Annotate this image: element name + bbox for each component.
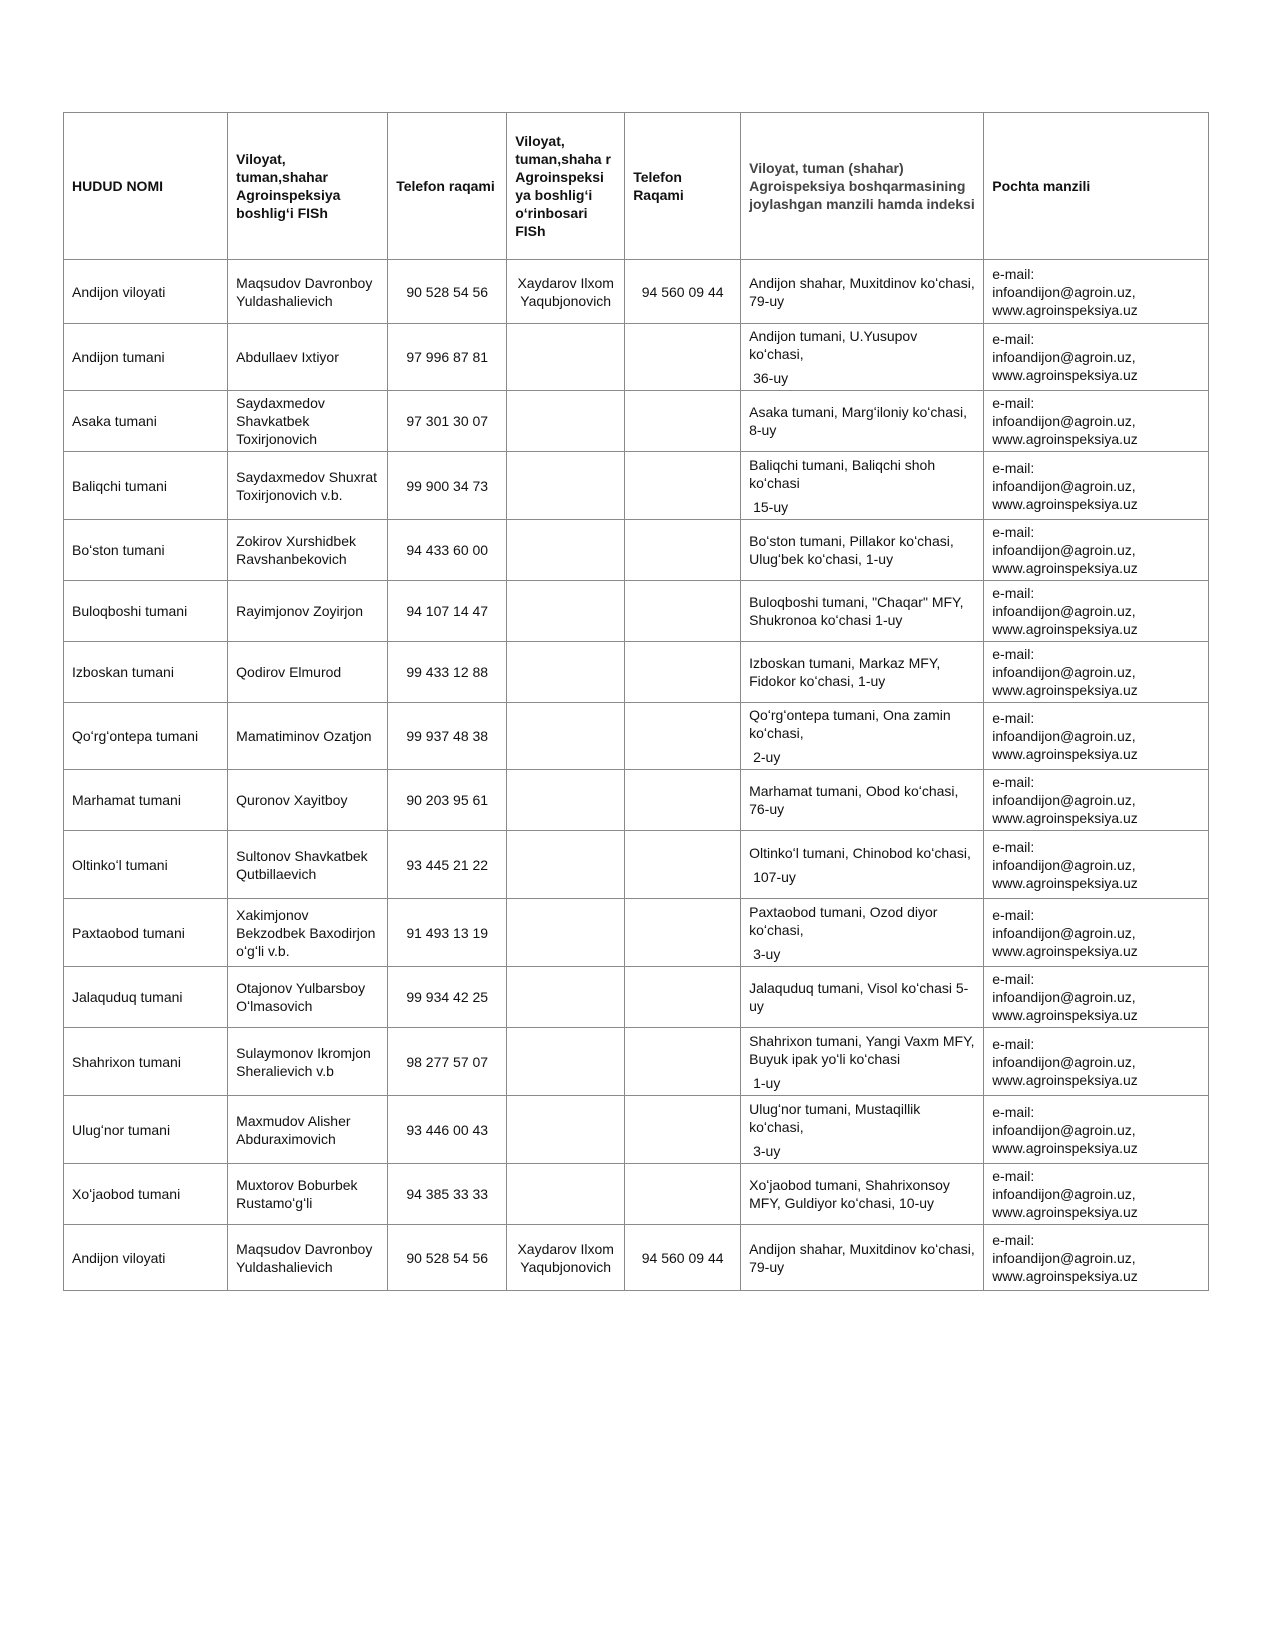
deputy-phone-cell [625,899,741,967]
address-cell [741,391,984,452]
header-head-name: Viloyat, tuman,shahar Agroinspeksiya boshligʻi FISh [228,113,388,260]
website-link[interactable]: www.agroinspeksiya.uz [992,621,1138,637]
region-name-cell: Oltinkoʻl tumani [64,831,228,899]
mail-label: e-mail: [992,710,1035,726]
mail-cell [984,967,1209,1028]
mail-cell [984,391,1209,452]
header-region-name: HUDUD NOMI [64,113,228,260]
address-cell [741,831,984,899]
website-link[interactable]: www.agroinspeksiya.uz [992,1139,1138,1156]
mail-label: e-mail: [992,1168,1035,1184]
table-row [64,967,1209,1028]
address-cell [741,1225,984,1291]
region-name-cell: Asaka tumani [64,391,228,452]
head-name-cell: Otajonov Yulbarsboy Oʻlmasovich [228,967,388,1028]
website-link[interactable]: www.agroinspeksiya.uz [992,874,1138,891]
phone-cell: 94 385 33 33 [388,1164,507,1225]
head-name-cell: Sulaymonov Ikromjon Sheralievich v.b [228,1028,388,1096]
phone-cell: 90 528 54 56 [388,1225,507,1291]
address-text: Ulugʻnor tumani, Mustaqillik koʻchasi, [749,1100,921,1135]
table-row [64,260,1209,324]
table-row [64,1225,1209,1291]
address-cell [741,1028,984,1096]
mail-cell [984,1164,1209,1225]
table-row [64,520,1209,581]
mail-cell [984,770,1209,831]
address-text: Qoʻrgʻontepa tumani, Ona zamin koʻchasi, [749,707,951,741]
table-row [64,452,1209,520]
deputy-name-cell [507,899,625,967]
deputy-name-cell [507,770,625,831]
table-row [64,770,1209,831]
region-name-cell: Izboskan tumani [64,642,228,703]
deputy-name-cell [507,1096,625,1164]
mail-cell [984,324,1209,391]
deputy-phone-cell: 94 560 09 44 [625,1225,741,1291]
email-link[interactable]: infoandijon@agroin.uz, [992,728,1136,744]
address-cell [741,899,984,967]
head-name-cell: Abdullaev Ixtiyor [228,324,388,391]
email-link[interactable]: infoandijon@agroin.uz, [992,856,1136,873]
table-row [64,1164,1209,1225]
address-house-number: 36-uy [753,370,789,386]
region-name-cell: Andijon viloyati [64,1225,228,1291]
email-link[interactable]: infoandijon@agroin.uz, [992,1053,1136,1070]
region-name-cell: Paxtaobod tumani [64,899,228,967]
email-link[interactable]: infoandijon@agroin.uz, [992,1121,1136,1138]
address-text: Paxtaobod tumani, Ozod diyor koʻchasi, [749,903,938,938]
mail-label: e-mail: [992,971,1035,987]
address-house-number: 107-uy [753,868,796,885]
deputy-phone-cell [625,642,741,703]
mail-cell [984,520,1209,581]
website-link[interactable]: www.agroinspeksiya.uz [992,942,1138,959]
deputy-name-cell: Xaydarov Ilxom Yaqubjonovich [507,260,625,324]
table-header-row [64,113,1209,260]
table-row [64,581,1209,642]
address-cell [741,703,984,770]
region-name-cell: Boʻston tumani [64,520,228,581]
website-link[interactable]: www.agroinspeksiya.uz [992,1267,1138,1284]
address-cell [741,770,984,831]
phone-cell: 91 493 13 19 [388,899,507,967]
deputy-phone-cell [625,967,741,1028]
deputy-phone-cell [625,1164,741,1225]
table-row [64,324,1209,391]
mail-label: e-mail: [992,1035,1035,1052]
head-name-cell: Qodirov Elmurod [228,642,388,703]
header-mail: Pochta manzili [984,113,1209,260]
deputy-name-cell [507,967,625,1028]
table-row [64,1028,1209,1096]
table-row [64,1096,1209,1164]
deputy-name-cell: Xaydarov Ilxom Yaqubjonovich [507,1225,625,1291]
mail-label: e-mail: [992,838,1035,855]
region-name-cell: Andijon viloyati [64,260,228,324]
address-text: Izboskan tumani, Markaz MFY, Fidokor koʻchasi, 1-uy [749,655,941,689]
deputy-phone-cell [625,452,741,520]
email-link[interactable]: infoandijon@agroin.uz, [992,664,1136,680]
phone-cell: 97 996 87 81 [388,324,507,391]
email-link[interactable]: infoandijon@agroin.uz, [992,349,1136,365]
email-link[interactable]: infoandijon@agroin.uz, [992,283,1136,300]
table-row [64,899,1209,967]
deputy-phone-cell: 94 560 09 44 [625,260,741,324]
phone-cell: 99 900 34 73 [388,452,507,520]
table-row [64,642,1209,703]
deputy-name-cell [507,703,625,770]
mail-cell [984,260,1209,324]
mail-cell [984,703,1209,770]
address-house-number: 2-uy [753,749,781,765]
deputy-phone-cell [625,770,741,831]
region-name-cell: Ulugʻnor tumani [64,1096,228,1164]
header-address: Viloyat, tuman (shahar) Agroispeksiya boshqarmasining joylashgan manzili hamda indeksi [741,113,984,260]
deputy-name-cell [507,831,625,899]
phone-cell: 90 203 95 61 [388,770,507,831]
head-name-cell: Mamatiminov Ozatjon [228,703,388,770]
address-house-number: 3-uy [753,1142,781,1159]
mail-label: e-mail: [992,265,1035,282]
deputy-phone-cell [625,831,741,899]
table-row [64,391,1209,452]
address-text: Marhamat tumani, Obod koʻchasi, 76-uy [749,783,959,817]
inspection-contacts-table [63,112,1209,1291]
phone-cell: 93 445 21 22 [388,831,507,899]
mail-cell [984,452,1209,520]
address-text: Andijon shahar, Muxitdinov koʻchasi, 79-uy [749,274,975,309]
mail-label: e-mail: [992,1231,1035,1248]
address-cell [741,260,984,324]
table-body [64,260,1209,1291]
website-link[interactable]: www.agroinspeksiya.uz [992,810,1138,826]
email-link[interactable]: infoandijon@agroin.uz, [992,542,1136,558]
deputy-name-cell [507,520,625,581]
region-name-cell: Andijon tumani [64,324,228,391]
header-deputy-name: Viloyat, tuman,shaha r Agroinspeksi ya boshligʻi oʻrinbosari FISh [507,113,625,260]
phone-cell: 93 446 00 43 [388,1096,507,1164]
website-link[interactable]: www.agroinspeksiya.uz [992,431,1138,447]
mail-label: e-mail: [992,459,1035,476]
address-cell [741,967,984,1028]
head-name-cell: Xakimjonov Bekzodbek Baxodirjon oʻgʻli v.b. [228,899,388,967]
phone-cell: 94 107 14 47 [388,581,507,642]
region-name-cell: Xoʻjaobod tumani [64,1164,228,1225]
address-house-number: 3-uy [753,945,781,962]
mail-label: e-mail: [992,646,1035,662]
email-link[interactable]: infoandijon@agroin.uz, [992,1249,1136,1266]
address-text: Oltinkoʻl tumani, Chinobod koʻchasi, [749,844,971,861]
website-link[interactable]: www.agroinspeksiya.uz [992,746,1138,762]
phone-cell: 97 301 30 07 [388,391,507,452]
region-name-cell: Buloqboshi tumani [64,581,228,642]
address-cell [741,520,984,581]
email-link[interactable]: infoandijon@agroin.uz, [992,477,1136,494]
address-text: Andijon shahar, Muxitdinov koʻchasi, 79-uy [749,1240,975,1275]
website-link[interactable]: www.agroinspeksiya.uz [992,367,1138,383]
address-text: Shahrixon tumani, Yangi Vaxm MFY, Buyuk ipak yoʻli koʻchasi [749,1032,975,1067]
deputy-name-cell [507,391,625,452]
mail-label: e-mail: [992,524,1035,540]
head-name-cell: Rayimjonov Zoyirjon [228,581,388,642]
mail-cell [984,581,1209,642]
mail-label: e-mail: [992,585,1035,601]
region-name-cell: Qoʻrgʻontepa tumani [64,703,228,770]
deputy-name-cell [507,324,625,391]
mail-cell [984,1225,1209,1291]
website-link[interactable]: www.agroinspeksiya.uz [992,1071,1138,1088]
head-name-cell: Maxmudov Alisher Abduraximovich [228,1096,388,1164]
address-house-number: 15-uy [753,498,789,515]
mail-cell [984,831,1209,899]
website-link[interactable]: www.agroinspeksiya.uz [992,301,1138,318]
website-link[interactable]: www.agroinspeksiya.uz [992,682,1138,698]
address-text: Andijon tumani, U.Yusupov koʻchasi, [749,328,918,362]
deputy-phone-cell [625,1028,741,1096]
region-name-cell: Marhamat tumani [64,770,228,831]
website-link[interactable]: www.agroinspeksiya.uz [992,495,1138,512]
deputy-name-cell [507,581,625,642]
mail-cell [984,899,1209,967]
mail-cell [984,1096,1209,1164]
address-text: Xoʻjaobod tumani, Shahrixonsoy MFY, Guldiyor koʻchasi, 10-uy [749,1177,950,1211]
table-row [64,703,1209,770]
phone-cell: 90 528 54 56 [388,260,507,324]
phone-cell: 99 937 48 38 [388,703,507,770]
phone-cell: 99 934 42 25 [388,967,507,1028]
mail-label: e-mail: [992,1103,1035,1120]
address-cell [741,642,984,703]
head-name-cell: Zokirov Xurshidbek Ravshanbekovich [228,520,388,581]
address-text: Jalaquduq tumani, Visol koʻchasi 5-uy [749,980,969,1014]
mail-label: e-mail: [992,331,1035,347]
address-text: Buloqboshi tumani, "Chaqar" MFY, Shukronoa koʻchasi 1-uy [749,594,964,628]
website-link[interactable]: www.agroinspeksiya.uz [992,1204,1138,1220]
head-name-cell: Saydaxmedov Shavkatbek Toxirjonovich [228,391,388,452]
deputy-name-cell [507,1164,625,1225]
mail-cell [984,1028,1209,1096]
email-link[interactable]: infoandijon@agroin.uz, [992,989,1136,1005]
mail-label: e-mail: [992,395,1035,411]
deputy-phone-cell [625,1096,741,1164]
email-link[interactable]: infoandijon@agroin.uz, [992,413,1136,429]
region-name-cell: Baliqchi tumani [64,452,228,520]
deputy-phone-cell [625,520,741,581]
head-name-cell: Maqsudov Davronboy Yuldashalievich [228,1225,388,1291]
deputy-name-cell [507,642,625,703]
deputy-name-cell [507,452,625,520]
address-cell [741,1164,984,1225]
address-cell [741,452,984,520]
region-name-cell: Shahrixon tumani [64,1028,228,1096]
table-row [64,831,1209,899]
mail-cell [984,642,1209,703]
head-name-cell: Quronov Xayitboy [228,770,388,831]
header-deputy-phone: Telefon Raqami [625,113,741,260]
address-text: Boʻston tumani, Pillakor koʻchasi, Ulugʻbek koʻchasi, 1-uy [749,533,954,567]
address-cell [741,581,984,642]
address-text: Asaka tumani, Margʻiloniy koʻchasi, 8-uy [749,404,967,438]
phone-cell: 99 433 12 88 [388,642,507,703]
head-name-cell: Muxtorov Boburbek Rustamoʻgʻli [228,1164,388,1225]
address-house-number: 1-uy [753,1074,781,1091]
address-text: Baliqchi tumani, Baliqchi shoh koʻchasi [749,456,936,491]
head-name-cell: Saydaxmedov Shuxrat Toxirjonovich v.b. [228,452,388,520]
deputy-phone-cell [625,703,741,770]
website-link[interactable]: www.agroinspeksiya.uz [992,560,1138,576]
region-name-cell: Jalaquduq tumani [64,967,228,1028]
website-link[interactable]: www.agroinspeksiya.uz [992,1007,1138,1023]
deputy-phone-cell [625,581,741,642]
mail-label: e-mail: [992,906,1035,923]
deputy-phone-cell [625,391,741,452]
address-cell [741,324,984,391]
email-link[interactable]: infoandijon@agroin.uz, [992,603,1136,619]
deputy-name-cell [507,1028,625,1096]
phone-cell: 98 277 57 07 [388,1028,507,1096]
mail-label: e-mail: [992,774,1035,790]
header-phone: Telefon raqami [388,113,507,260]
email-link[interactable]: infoandijon@agroin.uz, [992,792,1136,808]
head-name-cell: Sultonov Shavkatbek Qutbillaevich [228,831,388,899]
phone-cell: 94 433 60 00 [388,520,507,581]
address-cell [741,1096,984,1164]
head-name-cell: Maqsudov Davronboy Yuldashalievich [228,260,388,324]
email-link[interactable]: infoandijon@agroin.uz, [992,924,1136,941]
deputy-phone-cell [625,324,741,391]
email-link[interactable]: infoandijon@agroin.uz, [992,1186,1136,1202]
